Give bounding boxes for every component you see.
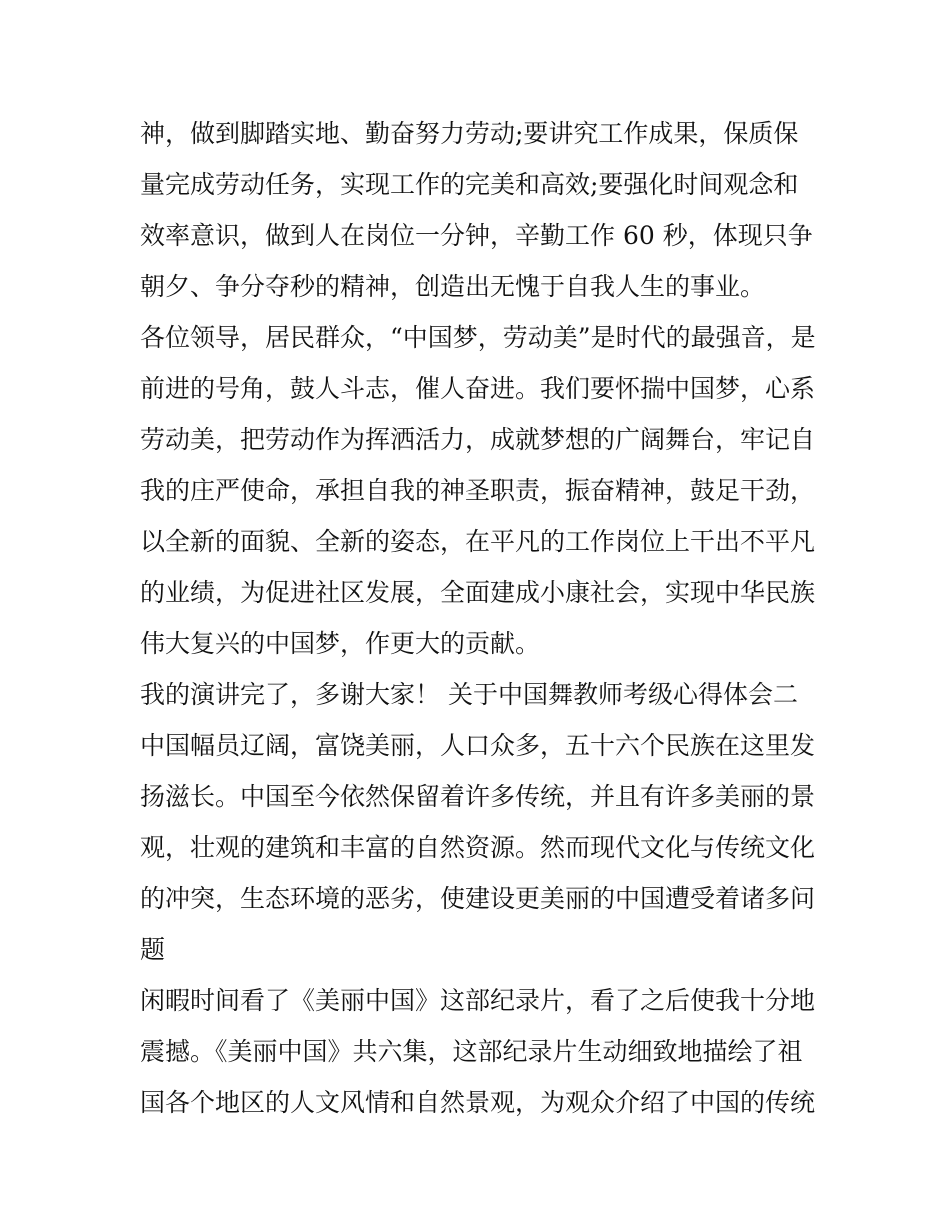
text-line: 国各个地区的人文风情和自然景观，为观众介绍了中国的传统	[140, 1088, 816, 1117]
text-line: 朝夕、争分夺秒的精神，创造出无愧于自我人生的事业。	[140, 272, 766, 301]
text-line: 以全新的面貌、全新的姿态，在平凡的工作岗位上干出不平凡	[140, 527, 816, 556]
text-line: 震撼。《美丽中国》共六集，这部纪录片生动细致地描绘了祖	[140, 1037, 803, 1066]
text-line: 我的庄严使命，承担自我的神圣职责，振奋精神，鼓足干劲，	[140, 476, 816, 505]
text-line: 我的演讲完了，多谢大家！ 关于中国舞教师考级心得体会二	[140, 680, 798, 709]
text-line: 各位领导，居民群众，“中国梦，劳动美”是时代的最强音，是	[140, 323, 816, 352]
text-line: 劳动美，把劳动作为挥洒活力，成就梦想的广阔舞台，牢记自	[140, 425, 816, 454]
text-line: 效率意识，做到人在岗位一分钟，辛勤工作 60 秒，体现只争	[140, 221, 813, 250]
text-line: 伟大复兴的中国梦，作更大的贡献。	[140, 629, 541, 658]
text-line: 量完成劳动任务，实现工作的完美和高效;要强化时间观念和	[140, 170, 799, 199]
text-line: 的业绩，为促进社区发展，全面建成小康社会，实现中华民族	[140, 578, 816, 607]
text-line: 题	[140, 935, 166, 964]
body-text	[140, 108, 820, 1128]
text-line: 闲暇时间看了《美丽中国》这部纪录片，看了之后使我十分地	[140, 986, 816, 1015]
text-line: 前进的号角，鼓人斗志，催人奋进。我们要怀揣中国梦，心系	[140, 374, 816, 403]
text-line: 中国幅员辽阔，富饶美丽，人口众多，五十六个民族在这里发	[140, 731, 816, 760]
text-line: 观，壮观的建筑和丰富的自然资源。然而现代文化与传统文化	[140, 833, 816, 862]
text-line: 的冲突，生态环境的恶劣，使建设更美丽的中国遭受着诸多问	[140, 884, 816, 913]
text-line: 神，做到脚踏实地、勤奋努力劳动;要讲究工作成果，保质保	[140, 119, 799, 148]
text-line: 扬滋长。中国至今依然保留着许多传统，并且有许多美丽的景	[140, 782, 816, 811]
